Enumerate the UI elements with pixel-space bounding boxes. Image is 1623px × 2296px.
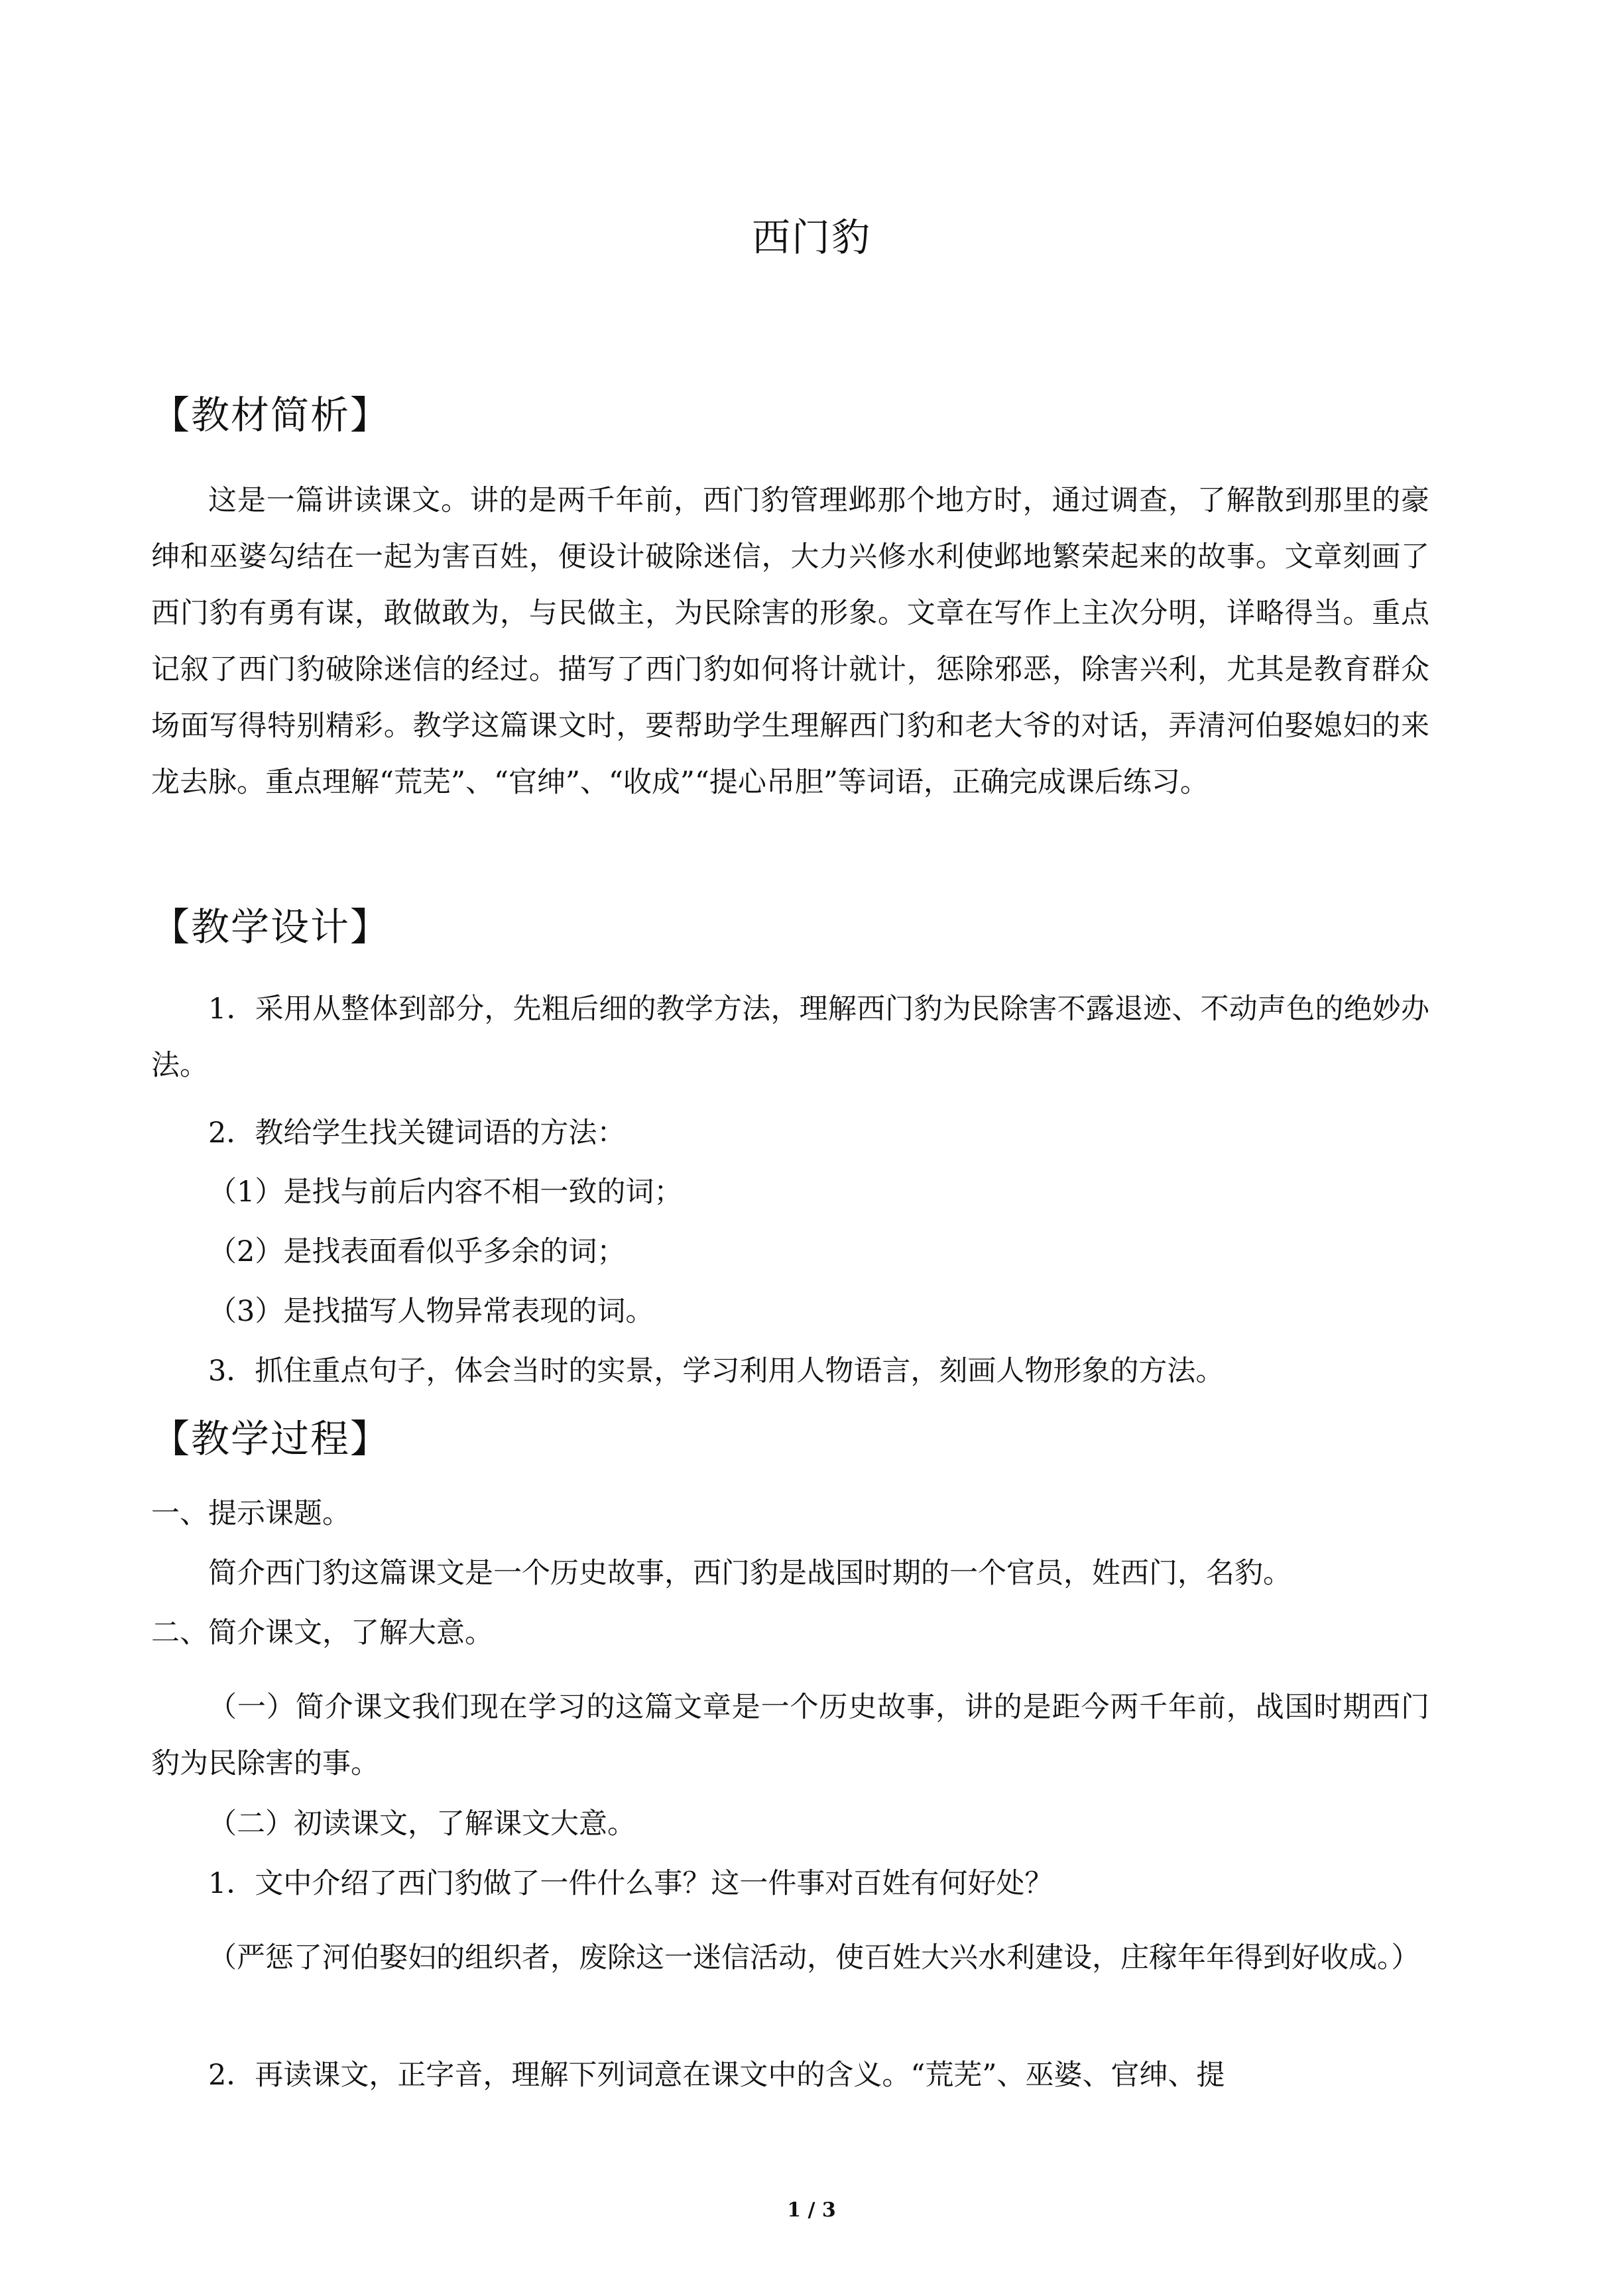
process-answer-1: （严惩了河伯娶妇的组织者，废除这一迷信活动，使百姓大兴水利建设，庄稼年年得到好收成。） <box>208 1941 1420 1974</box>
process-part-2-sub-1: （一）简介课文我们现在学习的这篇文章是一个历史故事，讲的是距今两千年前，战国时期西门豹为民除害的事。 <box>151 1691 1429 1780</box>
document-title: 西门豹 <box>751 215 871 260</box>
section-heading-textbook-analysis: 【教材简析】 <box>151 393 391 438</box>
page-number: 1 / 3 <box>787 2199 836 2222</box>
process-part-1-text: 简介西门豹这篇课文是一个历史故事，西门豹是战国时期的一个官员，姓西门，名豹。 <box>208 1557 1292 1590</box>
section-heading-teaching-process: 【教学过程】 <box>151 1416 391 1461</box>
design-item-1: 1．采用从整体到部分，先粗后细的教学方法，理解西门豹为民除害不露退迹、不动声色的绝妙办法。 <box>151 993 1429 1082</box>
design-item-3: 3．抓住重点句子，体会当时的实景，学习利用人物语言，刻画人物形象的方法。 <box>208 1355 1225 1388</box>
design-item-2: 2．教给学生找关键词语的方法： <box>208 1117 626 1150</box>
design-subitem-2: （2）是找表面看似乎多余的词； <box>208 1235 626 1268</box>
section-heading-teaching-design: 【教学设计】 <box>151 904 391 949</box>
process-question-1: 1．文中介绍了西门豹做了一件什么事？这一件事对百姓有何好处？ <box>208 1867 1053 1900</box>
process-part-2-sub-2: （二）初读课文，了解课文大意。 <box>208 1807 636 1841</box>
process-part-2-title: 二、简介课文，了解大意。 <box>151 1616 493 1650</box>
process-question-2: 2．再读课文，正字音，理解下列词意在课文中的含义。“荒芜”、巫婆、官绅、提 <box>208 2059 1225 2092</box>
process-part-1-title: 一、提示课题。 <box>151 1497 351 1530</box>
textbook-analysis-paragraph: 这是一篇讲读课文。讲的是两千年前，西门豹管理邺那个地方时，通过调查，了解散到那里的豪绅和巫婆勾结在一起为害百姓，便设计破除迷信，大力兴修水利使邺地繁荣起来的故事。文章刻画了西门豹有勇有谋，敢做敢为，与民做主，为民除害的形象。文章在写作上主次分明，详略得当。重点记叙了西门豹破除迷信的经过。描写了西门豹如何将计就计，惩除邪恶，除害兴利，尤其是教育群众场面写得特别精彩。教学这篇课文时，要帮助学生理解西门豹和老大爷的对话，弄清河伯娶媳妇的来龙去脉。重点理解“荒芜”、“官绅”、“收成”“提心吊胆”等词语，正确完成课后练习。 <box>151 484 1429 799</box>
design-subitem-3: （3）是找描写人物异常表现的词。 <box>208 1295 654 1328</box>
design-subitem-1: （1）是找与前后内容不相一致的词； <box>208 1176 683 1209</box>
